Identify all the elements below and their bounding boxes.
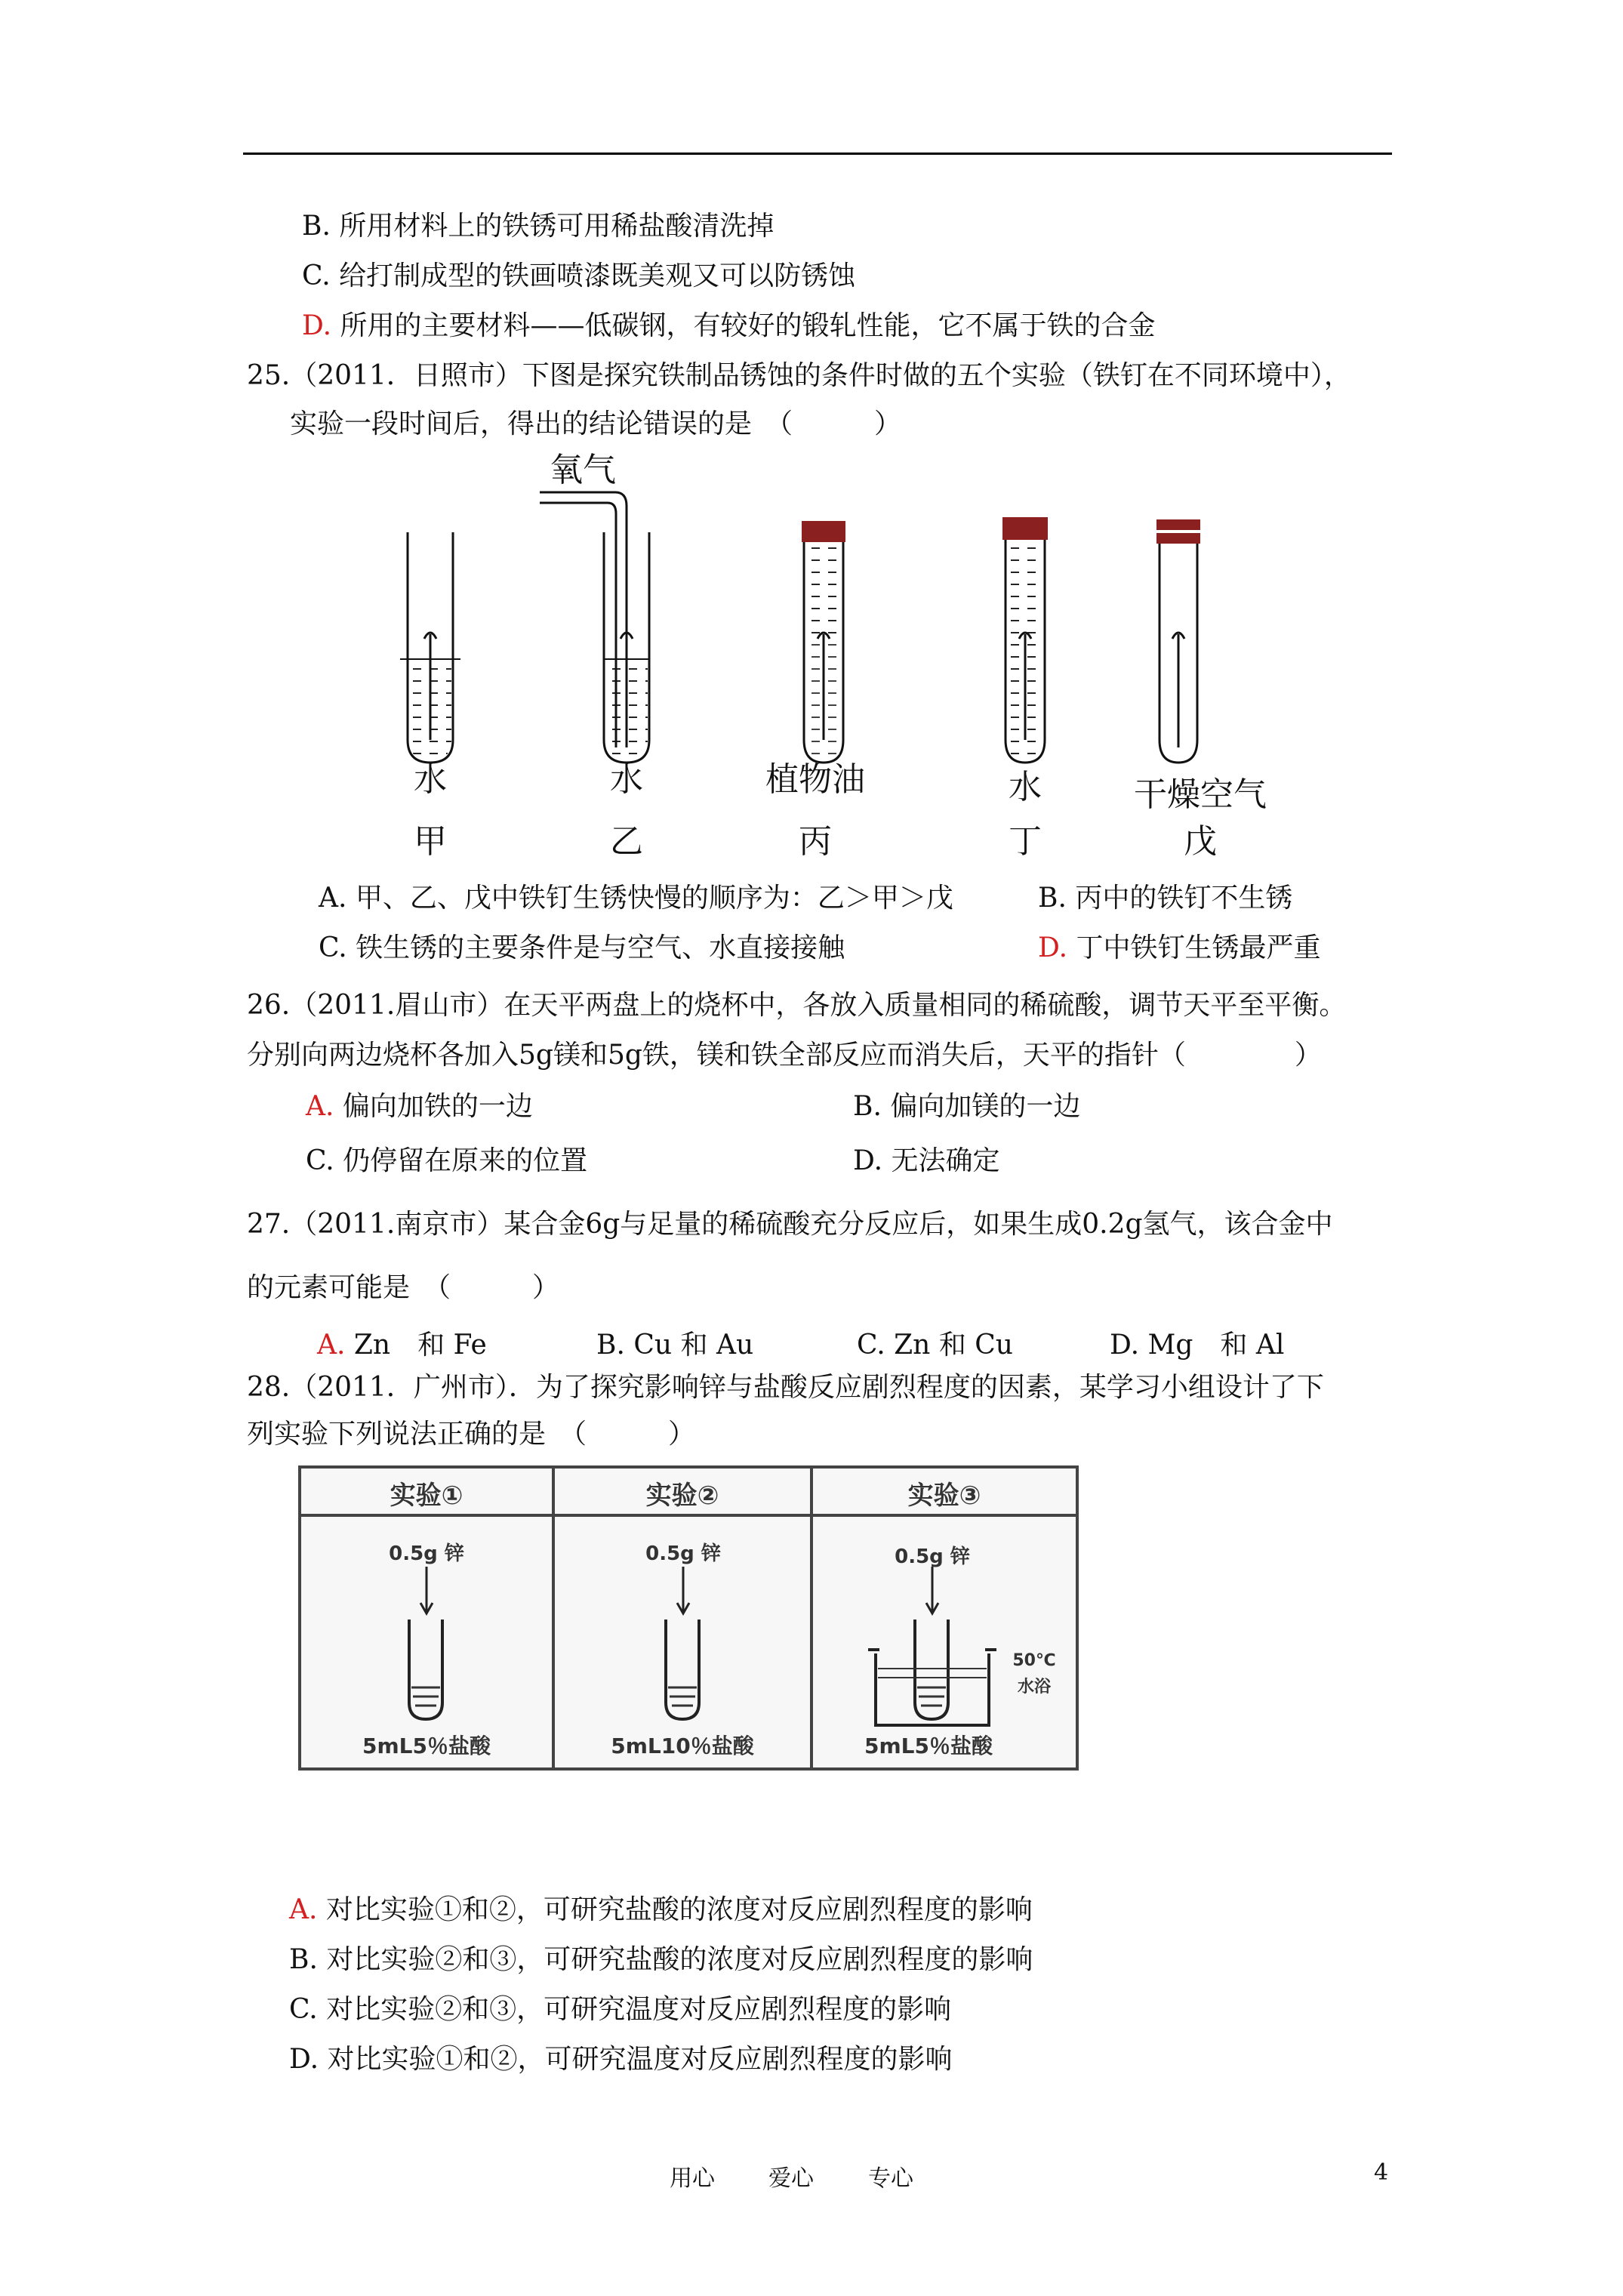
tube-name-label: 戊	[1184, 822, 1217, 861]
water-bath-temperature: 50℃	[1012, 1651, 1056, 1670]
option-letter: B.	[289, 1944, 318, 1975]
option-text: 甲、乙、戊中铁钉生锈快慢的顺序为：乙＞甲＞戊	[355, 883, 953, 914]
experiment-1-acid: 5mL5％盐酸	[362, 1734, 491, 1758]
q25-option-d	[1038, 932, 1321, 965]
tube-ding	[1002, 517, 1048, 763]
q27-option-c	[857, 1329, 1013, 1362]
q26-option-a	[306, 1090, 533, 1123]
option-text: 铁生锈的主要条件是与空气、水直接接触	[356, 932, 845, 963]
q28-option-b	[289, 1943, 1033, 1977]
option-letter: B.	[1038, 883, 1067, 914]
option-letter: C.	[319, 932, 347, 963]
q26-option-b	[853, 1090, 1080, 1123]
option-letter: C.	[302, 260, 331, 291]
option-letter-answer: A.	[317, 1330, 346, 1361]
option-text: 无法确定	[891, 1145, 1000, 1176]
option-letter-answer: A.	[289, 1894, 318, 1925]
q28-option-a	[289, 1894, 1033, 1927]
option-letter: C.	[289, 1994, 318, 2025]
q24-option-c	[302, 260, 855, 293]
option-letter: A.	[319, 883, 347, 914]
option-text: 对比实验①和②，可研究盐酸的浓度对反应剧烈程度的影响	[325, 1894, 1033, 1925]
q27-option-a	[317, 1329, 487, 1362]
footer-motto-1: 用心	[670, 2165, 715, 2192]
option-letter: D.	[1110, 1330, 1140, 1361]
footer-motto-3: 专心	[868, 2165, 913, 2192]
water-bath-label: 水浴	[1017, 1678, 1051, 1697]
q26-stem-line1: 26.（2011.眉山市）在天平两盘上的烧杯中，各放入质量相同的稀硫酸，调节天平至平衡。	[247, 990, 1347, 1021]
q28-stem-line2: 列实验下列说法正确的是 （ ）	[247, 1419, 696, 1450]
experiment-2-header: 实验②	[645, 1481, 719, 1511]
q27-stem-line2: 的元素可能是 （ ）	[247, 1272, 560, 1303]
tube-yi	[540, 492, 649, 763]
q26-stem-line2: 分别向两边烧杯各加入5g镁和5g铁，镁和铁全部反应而消失后，天平的指针（ ）	[247, 1040, 1322, 1071]
q28-stem-line1: 28.（2011．广州市）．为了探究影响锌与盐酸反应剧烈程度的因素，某学习小组设计了下	[247, 1372, 1324, 1403]
option-text: 所用材料上的铁锈可用稀盐酸清洗掉	[339, 211, 775, 242]
q24-option-b	[302, 210, 774, 243]
tube-name-label: 乙	[610, 822, 643, 861]
q25-option-b	[1038, 882, 1292, 915]
option-letter: D.	[853, 1145, 883, 1176]
option-text: 给打制成型的铁画喷漆既美观又可以防锈蚀	[339, 260, 856, 291]
page-number: 4	[1374, 2159, 1389, 2186]
experiment-3-acid: 5mL5％盐酸	[864, 1734, 993, 1758]
option-letter: B.	[853, 1091, 882, 1122]
q26-option-d	[853, 1145, 1000, 1178]
tube-name-label: 甲	[414, 822, 447, 861]
tube-jia	[400, 532, 460, 763]
option-text: 偏向加铁的一边	[342, 1091, 533, 1122]
option-text: 所用的主要材料——低碳钢，有较好的锻轧性能，它不属于铁的合金	[340, 310, 1156, 341]
experiment-2-acid: 5mL10％盐酸	[611, 1734, 754, 1758]
tube-medium-label: 干燥空气	[1134, 775, 1267, 814]
option-letter-answer: D.	[302, 310, 332, 341]
tube-medium-label: 水	[414, 760, 447, 799]
option-text: Cu 和 Au	[633, 1330, 754, 1361]
tube-medium-label: 水	[1009, 768, 1042, 806]
tube-name-label: 丁	[1009, 822, 1042, 861]
experiment-2-reagent: 0.5g 锌	[645, 1542, 721, 1565]
option-letter: C.	[857, 1330, 885, 1361]
option-text: 偏向加镁的一边	[890, 1091, 1081, 1122]
q27-option-b	[596, 1329, 753, 1362]
q26-option-c	[306, 1145, 587, 1178]
option-letter-answer: D.	[1038, 932, 1068, 963]
footer-motto-2: 爱心	[768, 2165, 814, 2192]
option-letter-answer: A.	[306, 1091, 334, 1122]
tube-wu	[1156, 519, 1200, 763]
q28-experiment-table	[291, 1461, 1083, 1786]
option-letter: C.	[306, 1145, 334, 1176]
tube-bing	[802, 521, 845, 763]
option-text: 对比实验②和③，可研究温度对反应剧烈程度的影响	[326, 1994, 952, 2025]
option-text: 对比实验①和②，可研究温度对反应剧烈程度的影响	[327, 2044, 953, 2075]
experiment-1-header: 实验①	[390, 1481, 463, 1511]
experiment-1-reagent: 0.5g 锌	[389, 1542, 464, 1565]
q27-option-d	[1110, 1329, 1284, 1362]
oxygen-label: 氧气	[550, 451, 616, 489]
q25-stem-line2: 实验一段时间后，得出的结论错误的是 （ ）	[290, 408, 902, 439]
q27-stem-line1: 27.（2011.南京市）某合金6g与足量的稀硫酸充分反应后，如果生成0.2g氢气，该合金中	[247, 1209, 1333, 1240]
tube-medium-label: 水	[610, 760, 643, 799]
tube-name-label: 丙	[799, 822, 832, 861]
header-rule	[243, 153, 1392, 155]
option-text: Mg 和 Al	[1147, 1330, 1285, 1361]
experiment-3-header: 实验③	[907, 1481, 981, 1511]
tube-medium-label: 植物油	[765, 760, 865, 799]
experiment-3-reagent: 0.5g 锌	[895, 1546, 970, 1568]
q25-option-c	[319, 932, 845, 965]
option-letter: B.	[596, 1330, 625, 1361]
option-text: 对比实验②和③，可研究盐酸的浓度对反应剧烈程度的影响	[326, 1944, 1033, 1975]
q24-option-d	[302, 310, 1156, 343]
option-text: Zn 和 Cu	[894, 1330, 1013, 1361]
q25-option-a	[319, 882, 953, 915]
q25-test-tube-figure	[377, 445, 1321, 770]
option-text: 丁中铁钉生锈最严重	[1076, 932, 1321, 963]
q28-option-d	[289, 2043, 953, 2076]
option-letter: D.	[289, 2044, 319, 2075]
option-letter: B.	[302, 211, 331, 242]
option-text: 丙中的铁钉不生锈	[1075, 883, 1293, 914]
option-text: 仍停留在原来的位置	[343, 1145, 588, 1176]
q25-stem-line1: 25.（2011．日照市）下图是探究铁制品锈蚀的条件时做的五个实验（铁钉在不同环境中），	[247, 360, 1351, 391]
option-text: Zn 和 Fe	[353, 1330, 487, 1361]
q28-option-c	[289, 1993, 951, 2026]
